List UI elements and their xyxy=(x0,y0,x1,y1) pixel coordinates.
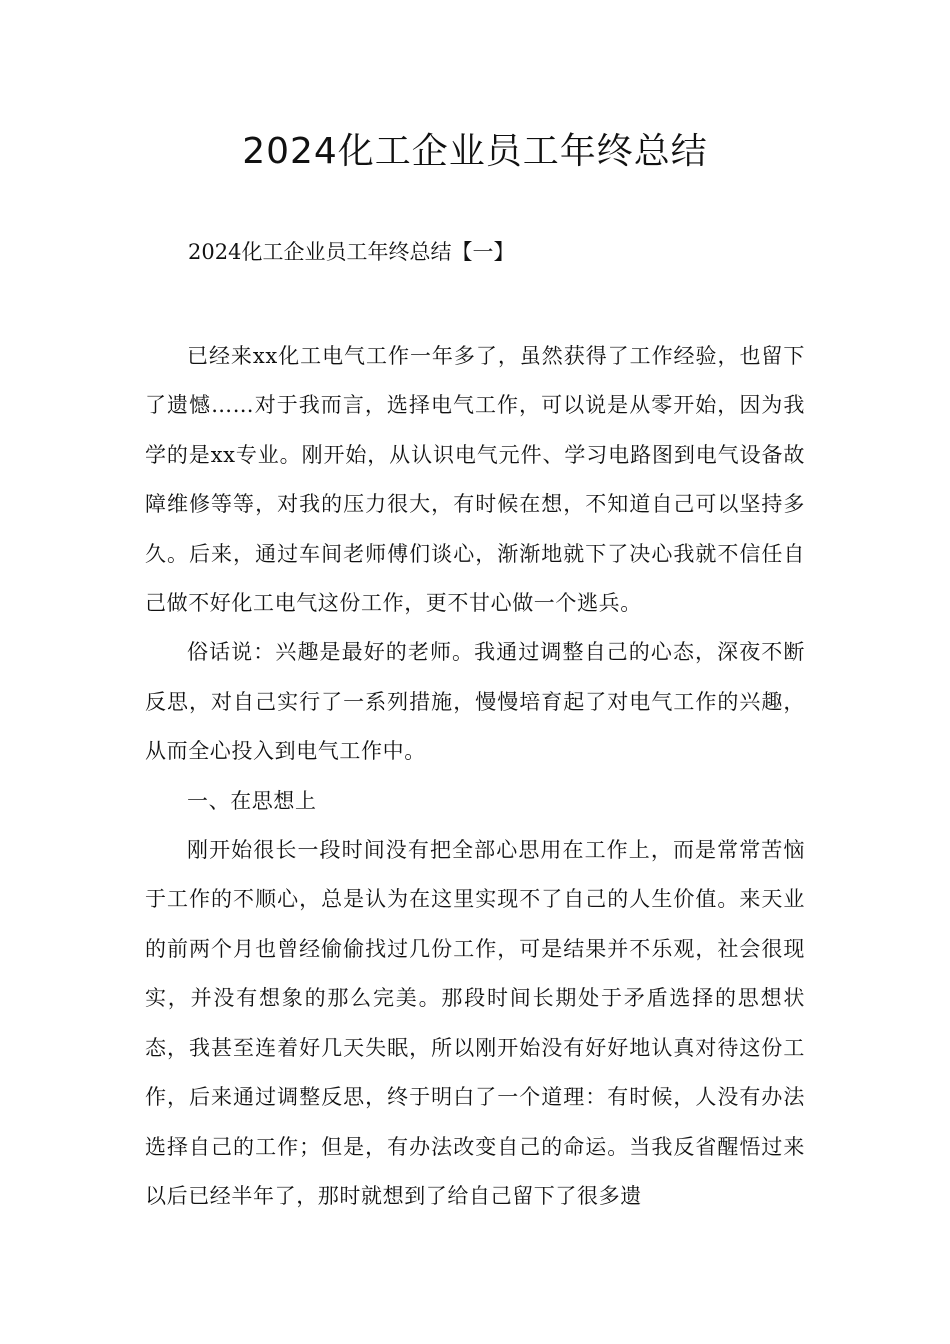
paragraph-thought: 刚开始很长一段时间没有把全部心思用在工作上，而是常常苦恼于工作的不顺心，总是认为在这里实现不了自己的人生价值。来天业的前两个月也曾经偷偷找过几份工作，可是结果并不乐观，社会很现实，并没有想象的那么完美。那段时间长期处于矛盾选择的思想状态，我甚至连着好几天失眠，所以刚开始没有好好地认真对待这份工作，后来通过调整反思，终于明白了一个道理：有时候，人没有办法选择自己的工作；但是，有办法改变自己的命运。当我反省醒悟过来以后已经半年了，那时就想到了给自己留下了很多遗 xyxy=(145,838,805,1208)
document-title: 2024化工企业员工年终总结 xyxy=(242,131,708,172)
paragraph-interest: 俗话说：兴趣是最好的老师。我通过调整自己的心态，深夜不断反思，对自己实行了一系列措施，慢慢培育起了对电气工作的兴趣，从而全心投入到电气工作中。 xyxy=(145,640,805,764)
section-subtitle: 2024化工企业员工年终总结【一】 xyxy=(188,240,515,264)
section-heading-thought: 一、在思想上 xyxy=(187,788,317,813)
paragraph-intro: 已经来xx化工电气工作一年多了，虽然获得了工作经验，也留下了遗憾……对于我而言，选择电气工作，可以说是从零开始，因为我学的是xx专业。刚开始，从认识电气元件、学习电路图到电气设备故障维修等等，对我的压力很大，有时候在想，不知道自己可以坚持多久。后来，通过车间老师傅们谈心，渐渐地就下了决心我就不信任自己做不好化工电气这份工作，更不甘心做一个逃兵。 xyxy=(145,344,805,616)
document-body xyxy=(145,332,805,1221)
